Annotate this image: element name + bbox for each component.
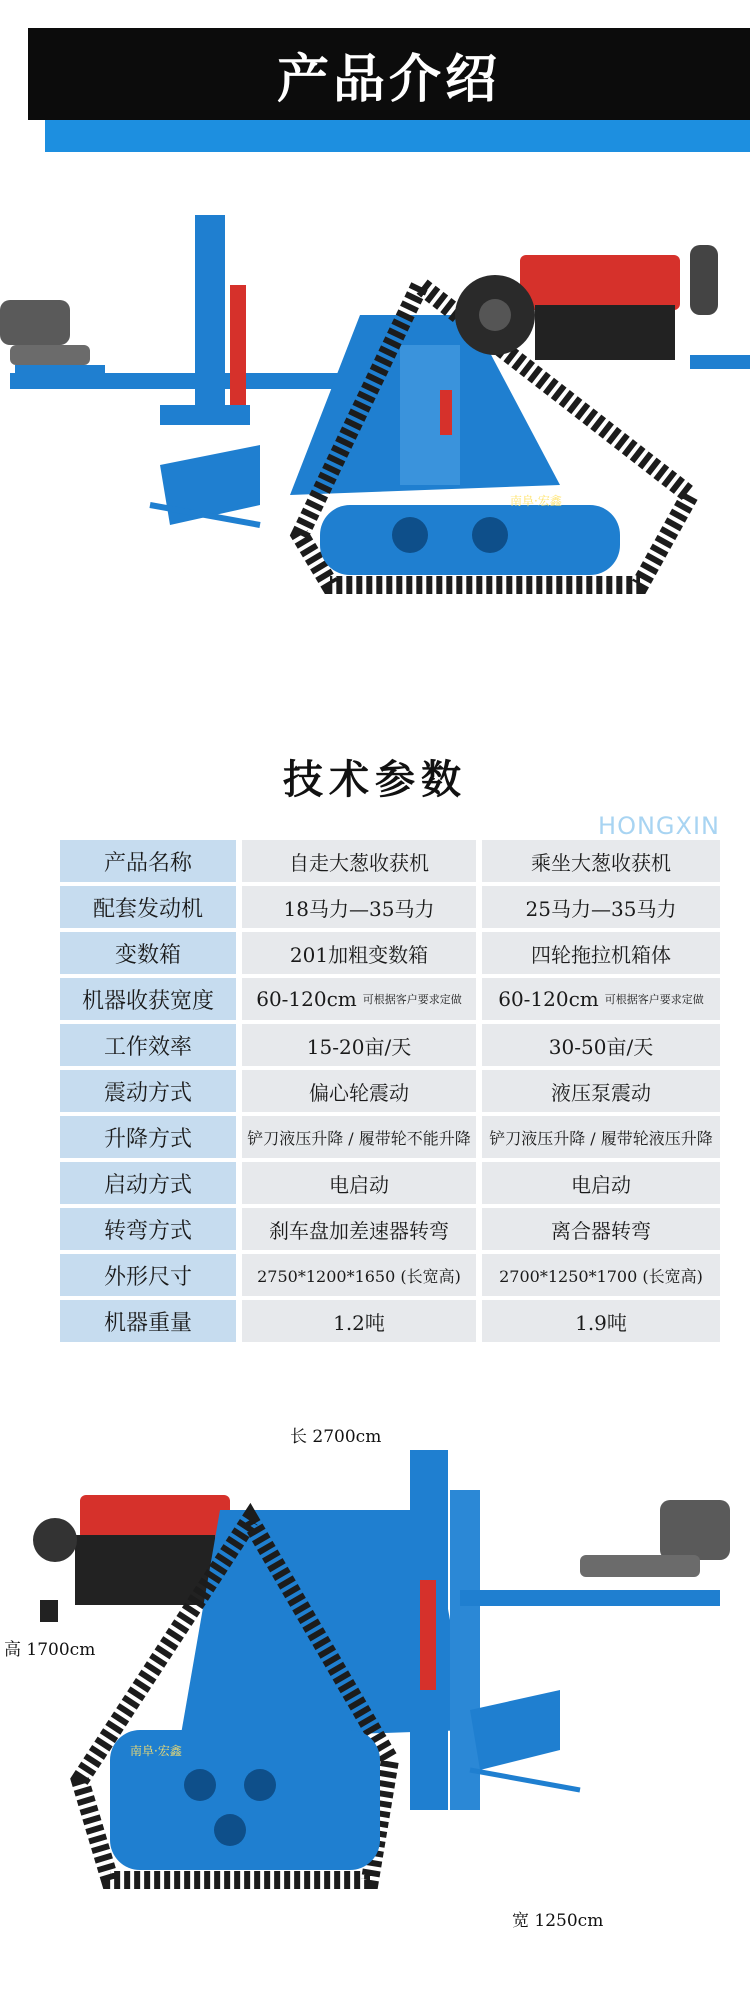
cell-model-a: 偏心轮震动 (242, 1070, 476, 1112)
length-dimension: 长 2700cm (290, 1427, 382, 1447)
row-label: 产品名称 (60, 840, 236, 882)
cell-value: 60-120cm (498, 987, 599, 1011)
seat-icon (0, 300, 105, 375)
svg-text:南阜·宏鑫: 南阜·宏鑫 (510, 494, 562, 508)
cell-model-a: 2750*1200*1650 (长宽高) (242, 1254, 476, 1296)
cell-model-b: 四轮拖拉机箱体 (482, 932, 720, 974)
cell-model-b: 1.9吨 (482, 1300, 720, 1342)
cell-note: 可根据客户要求定做 (604, 993, 704, 1006)
table-row (60, 1254, 720, 1296)
harvester-photo-side (0, 205, 750, 705)
seat-icon (580, 1500, 730, 1577)
cell-model-a: 201加粗变数箱 (242, 932, 476, 974)
row-label: 震动方式 (60, 1070, 236, 1112)
cell-model-b: 铲刀液压升降 / 履带轮液压升降 (482, 1116, 720, 1158)
row-label: 工作效率 (60, 1024, 236, 1066)
table-row (60, 932, 720, 974)
header-accent-stripe (45, 120, 750, 152)
harvester-photo-dimensions (0, 1430, 750, 1950)
table-row (60, 1162, 720, 1204)
brand-watermark: HONGXIN (598, 812, 720, 840)
row-label: 启动方式 (60, 1162, 236, 1204)
table-row (60, 1116, 720, 1158)
cell-note: 可根据客户要求定做 (362, 993, 462, 1006)
cell-model-b: 25马力—35马力 (482, 886, 720, 928)
cell-model-a: 1.2吨 (242, 1300, 476, 1342)
cell-model-b: 电启动 (482, 1162, 720, 1204)
cell-model-b: 2700*1250*1700 (长宽高) (482, 1254, 720, 1296)
svg-text:南阜·宏鑫: 南阜·宏鑫 (130, 1744, 182, 1758)
table-row (60, 840, 720, 882)
row-label: 机器收获宽度 (60, 978, 236, 1020)
table-row (60, 1300, 720, 1342)
table-row (60, 886, 720, 928)
row-label: 机器重量 (60, 1300, 236, 1342)
row-label: 转弯方式 (60, 1208, 236, 1250)
cell-model-b: 离合器转弯 (482, 1208, 720, 1250)
row-label: 外形尺寸 (60, 1254, 236, 1296)
table-row (60, 1070, 720, 1112)
page-title: 产品介绍 (276, 49, 501, 110)
cell-model-a: 铲刀液压升降 / 履带轮不能升降 (242, 1116, 476, 1158)
row-label: 升降方式 (60, 1116, 236, 1158)
cell-model-b: 乘坐大葱收获机 (482, 840, 720, 882)
cell-model-b (482, 978, 720, 1020)
cell-model-a (242, 978, 476, 1020)
table-row (60, 1208, 720, 1250)
height-dimension: 高 1700cm (4, 1640, 96, 1660)
cell-model-a: 15-20亩/天 (242, 1024, 476, 1066)
table-row (60, 978, 720, 1020)
engine-icon (455, 245, 718, 360)
cell-model-a: 18马力—35马力 (242, 886, 476, 928)
spec-table (60, 840, 720, 1346)
table-row (60, 1024, 720, 1066)
cell-model-a: 自走大葱收获机 (242, 840, 476, 882)
row-label: 配套发动机 (60, 886, 236, 928)
cell-model-b: 30-50亩/天 (482, 1024, 720, 1066)
row-label: 变数箱 (60, 932, 236, 974)
cell-value: 60-120cm (256, 987, 357, 1011)
spec-section-title: 技术参数 (283, 756, 467, 803)
width-dimension: 宽 1250cm (512, 1911, 604, 1931)
cell-model-b: 液压泵震动 (482, 1070, 720, 1112)
header-banner (28, 28, 750, 120)
cell-model-a: 电启动 (242, 1162, 476, 1204)
cell-model-a: 刹车盘加差速器转弯 (242, 1208, 476, 1250)
